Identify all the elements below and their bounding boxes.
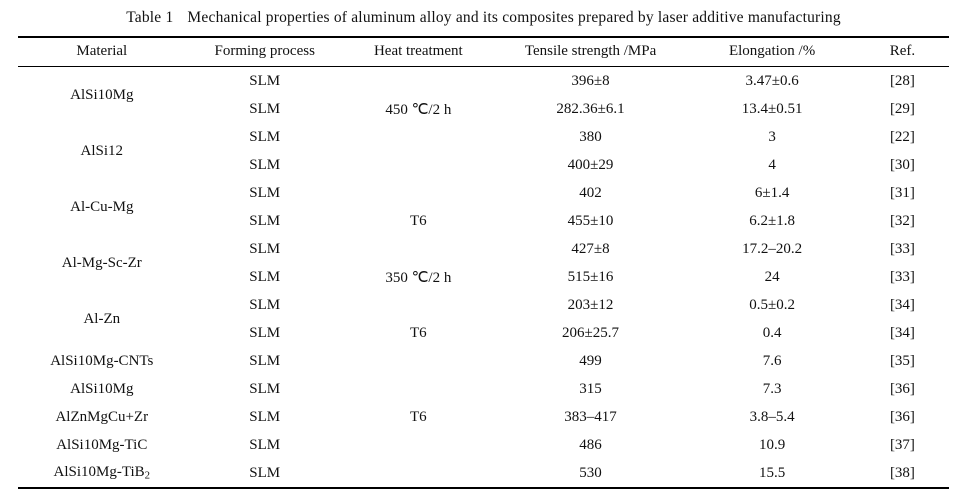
properties-table <box>18 36 949 487</box>
cell-tensile-strength: 383–417 <box>564 408 617 425</box>
cell-forming-process: SLM <box>249 212 281 229</box>
cell-heat-treatment <box>344 347 493 375</box>
cell-ref: [31] <box>889 184 915 201</box>
table-header <box>18 37 949 67</box>
cell-heat-treatment <box>344 123 493 151</box>
cell-ref: [22] <box>889 128 915 145</box>
cell-heat-treatment: 450 ℃/2 h <box>385 101 452 118</box>
table-row <box>18 431 949 459</box>
cell-ref: [29] <box>889 100 915 117</box>
cell-material: Al-Zn <box>83 310 121 327</box>
caption-label: Table 1 <box>126 9 174 26</box>
cell-elongation: 17.2–20.2 <box>742 240 803 257</box>
cell-ref: [33] <box>889 240 915 257</box>
caption-text: Mechanical properties of aluminum alloy and its composites prepared by laser additive manufacturing <box>187 9 841 26</box>
cell-ref: [36] <box>889 380 915 397</box>
cell-elongation: 10.9 <box>758 436 786 453</box>
cell-elongation: 4 <box>768 156 776 173</box>
header-heat: Heat treatment <box>344 37 493 67</box>
cell-tensile-strength: 402 <box>579 184 602 201</box>
cell-heat-treatment <box>344 291 493 319</box>
cell-ref: [28] <box>856 67 949 96</box>
cell-forming-process: SLM <box>249 100 281 117</box>
cell-heat-treatment <box>344 431 493 459</box>
cell-forming-process: SLM <box>249 268 281 285</box>
cell-elongation: 7.6 <box>762 352 782 369</box>
cell-tensile-strength: 400±29 <box>567 156 614 173</box>
cell-elongation: 15.5 <box>758 464 786 481</box>
header-material: Material <box>18 37 186 67</box>
cell-tensile-strength: 530 <box>579 464 602 481</box>
cell-tensile-strength: 315 <box>579 380 602 397</box>
cell-elongation: 6±1.4 <box>754 184 790 201</box>
table-row <box>18 291 949 319</box>
cell-elongation: 3.8–5.4 <box>749 408 795 425</box>
header-forming: Forming process <box>186 37 344 67</box>
cell-ref: [36] <box>889 408 915 425</box>
cell-forming-process: SLM <box>249 436 281 453</box>
cell-elongation: 3 <box>768 128 776 145</box>
cell-heat-treatment <box>344 235 493 263</box>
cell-material: AlSi10Mg <box>18 67 186 124</box>
cell-heat-treatment: 350 ℃/2 h <box>385 269 452 286</box>
cell-ref: [33] <box>889 268 915 285</box>
cell-forming-process: SLM <box>249 324 281 341</box>
cell-forming-process: SLM <box>249 184 281 201</box>
cell-tensile-strength: 203±12 <box>567 296 614 313</box>
cell-elongation: 0.4 <box>762 324 782 341</box>
cell-material: AlSi12 <box>80 142 124 159</box>
cell-material: AlSi10Mg-TiC <box>56 436 148 453</box>
cell-forming-process: SLM <box>249 380 281 397</box>
cell-elongation: 7.3 <box>762 380 782 397</box>
cell-heat-treatment <box>344 179 493 207</box>
cell-elongation: 24 <box>764 268 780 285</box>
cell-tensile-strength: 455±10 <box>567 212 614 229</box>
header-row <box>18 37 949 67</box>
cell-ref: [37] <box>889 436 915 453</box>
cell-ref: [35] <box>889 352 915 369</box>
cell-tensile-strength: 282.36±6.1 <box>556 100 625 117</box>
cell-tensile-strength: 499 <box>579 352 602 369</box>
cell-material: AlZnMgCu+Zr <box>55 408 149 425</box>
cell-material: Al-Cu-Mg <box>70 198 134 215</box>
table-row <box>18 459 949 487</box>
cell-heat-treatment: T6 <box>409 408 427 425</box>
table-body <box>18 67 949 488</box>
cell-forming-process: SLM <box>186 67 344 96</box>
table-caption <box>18 0 949 36</box>
table-row <box>18 67 949 96</box>
cell-forming-process: SLM <box>249 408 281 425</box>
cell-heat-treatment <box>344 459 493 487</box>
cell-tensile-strength: 380 <box>579 128 602 145</box>
cell-tensile-strength: 396±8 <box>493 67 689 96</box>
cell-heat-treatment <box>344 67 493 96</box>
cell-tensile-strength: 427±8 <box>571 240 610 257</box>
cell-heat-treatment: T6 <box>409 324 427 341</box>
cell-forming-process: SLM <box>249 464 281 481</box>
header-elongation: Elongation /% <box>688 37 856 67</box>
cell-material: Al-Mg-Sc-Zr <box>61 254 142 271</box>
table-row <box>18 347 949 375</box>
table-row <box>18 375 949 403</box>
cell-forming-process: SLM <box>249 156 281 173</box>
cell-material: AlSi10Mg-TiB$_2$ <box>53 464 151 482</box>
cell-forming-process: SLM <box>249 296 281 313</box>
cell-forming-process: SLM <box>249 240 281 257</box>
cell-tensile-strength: 515±16 <box>567 268 614 285</box>
cell-heat-treatment: T6 <box>409 212 427 229</box>
cell-ref: [32] <box>889 212 915 229</box>
table-row <box>18 123 949 151</box>
header-tensile: Tensile strength /MPa <box>493 37 689 67</box>
cell-elongation: 13.4±0.51 <box>741 100 803 117</box>
cell-elongation: 6.2±1.8 <box>749 212 795 229</box>
cell-heat-treatment <box>344 375 493 403</box>
cell-forming-process: SLM <box>249 352 281 369</box>
cell-tensile-strength: 206±25.7 <box>562 324 620 341</box>
table-row <box>18 235 949 263</box>
table-row <box>18 403 949 431</box>
table-row <box>18 179 949 207</box>
cell-elongation: 0.5±0.2 <box>749 296 795 313</box>
cell-heat-treatment <box>344 151 493 179</box>
cell-elongation: 3.47±0.6 <box>688 67 856 96</box>
header-ref: Ref. <box>856 37 949 67</box>
cell-material: AlSi10Mg-CNTs <box>50 352 154 369</box>
cell-ref: [34] <box>889 324 915 341</box>
cell-ref: [34] <box>889 296 915 313</box>
cell-tensile-strength: 486 <box>579 436 602 453</box>
cell-material: AlSi10Mg <box>70 380 134 397</box>
cell-forming-process: SLM <box>249 128 281 145</box>
cell-ref: [30] <box>889 156 915 173</box>
cell-ref: [38] <box>889 464 915 481</box>
